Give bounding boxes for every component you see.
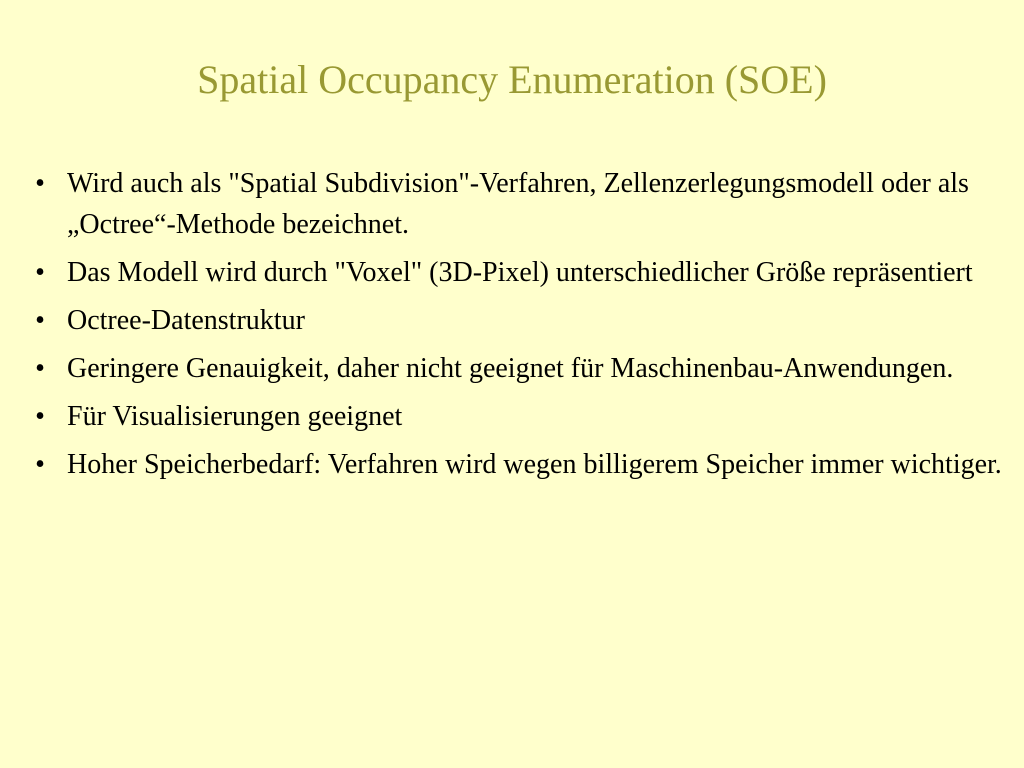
list-item	[30, 348, 1005, 389]
list-item	[30, 396, 1005, 437]
list-item	[30, 444, 1005, 485]
bullet-icon: •	[35, 449, 45, 480]
bullet-text: Hoher Speicherbedarf: Verfahren wird wegen billigerem Speicher immer wichtiger.	[67, 449, 1002, 480]
list-item	[30, 300, 1005, 341]
list-item	[30, 252, 1005, 293]
bullet-icon: •	[35, 305, 45, 336]
bullet-text: Geringere Genauigkeit, daher nicht geeignet für Maschinenbau-Anwendungen.	[67, 353, 954, 384]
slide-title: Spatial Occupancy Enumeration (SOE)	[197, 57, 827, 102]
bullet-text: Octree-Datenstruktur	[67, 305, 305, 336]
bullet-text: Das Modell wird durch "Voxel" (3D-Pixel) unterschiedlicher Größe repräsentiert	[67, 257, 973, 288]
bullet-icon: •	[35, 401, 45, 432]
bullet-text: Wird auch als "Spatial Subdivision"-Verfahren, Zellenzerlegungsmodell oder als „Octree“-Methode bezeichnet.	[67, 168, 969, 240]
bullet-icon: •	[35, 257, 45, 288]
bullet-icon: •	[35, 168, 45, 199]
bullet-icon: •	[35, 353, 45, 384]
list-item	[30, 163, 1005, 245]
bullet-list	[30, 163, 1005, 492]
bullet-text: Für Visualisierungen geeignet	[67, 401, 403, 432]
